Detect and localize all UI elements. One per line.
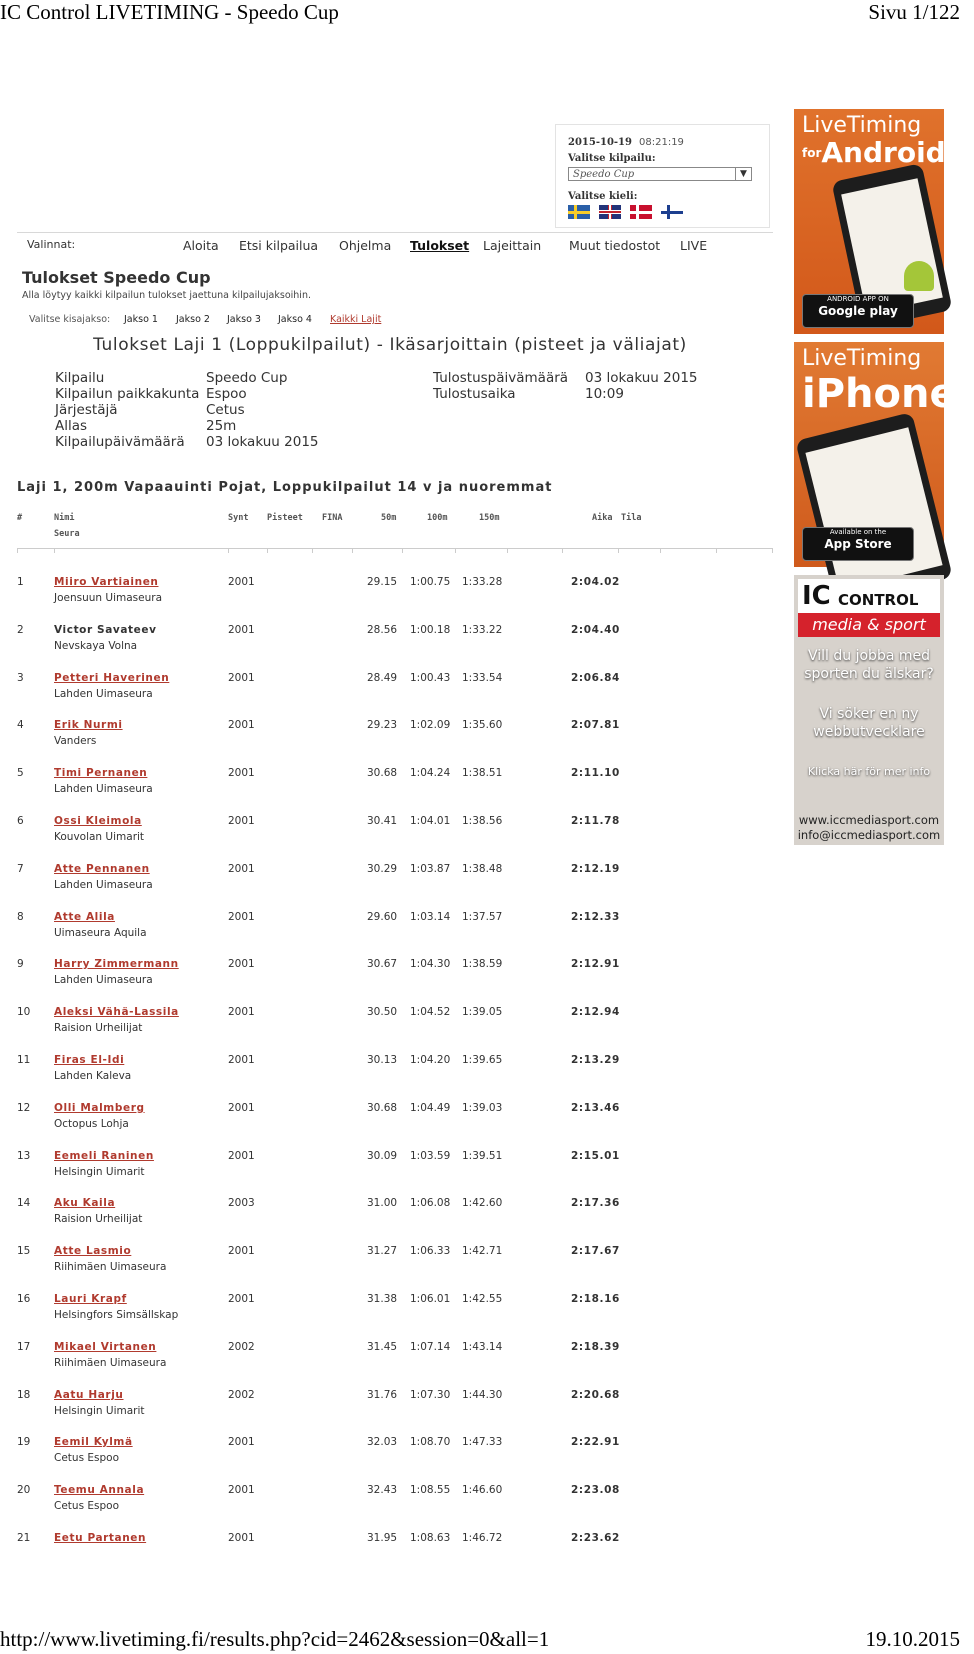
info-allas-label: Allas <box>55 418 88 434</box>
ad-livetiming-iphone[interactable] <box>794 342 957 567</box>
split-50m: 30.09 <box>367 1150 398 1162</box>
athlete-club: Joensuun Uimaseura <box>54 592 163 604</box>
google-play-badge[interactable] <box>802 294 914 328</box>
athlete-club: Lahden Uimaseura <box>54 688 153 700</box>
split-100m: 1:06.33 <box>410 1245 451 1257</box>
google-play-badge-label: Google play <box>818 304 898 318</box>
header-rule-tick <box>267 548 268 553</box>
split-150m: 1:42.71 <box>462 1245 503 1257</box>
final-time: 2:13.46 <box>571 1102 620 1114</box>
icc-website[interactable]: www.iccmediasport.com <box>798 813 940 827</box>
result-place: 19 <box>17 1436 31 1448</box>
table-row <box>0 1102 780 1148</box>
birth-year: 2001 <box>228 624 255 636</box>
result-place: 11 <box>17 1054 31 1066</box>
ad-icc-media-sport[interactable] <box>794 575 944 845</box>
split-50m: 30.68 <box>367 1102 398 1114</box>
split-150m: 1:43.14 <box>462 1341 503 1353</box>
table-row <box>0 576 780 622</box>
split-50m: 29.15 <box>367 576 398 588</box>
split-50m: 32.03 <box>367 1436 398 1448</box>
split-100m: 1:00.43 <box>410 672 451 684</box>
table-row <box>0 1484 780 1530</box>
split-50m: 30.13 <box>367 1054 398 1066</box>
split-50m: 31.00 <box>367 1197 398 1209</box>
split-150m: 1:39.03 <box>462 1102 503 1114</box>
athlete-club: Riihimäen Uimaseura <box>54 1261 167 1273</box>
col-year: Synt <box>228 513 249 523</box>
table-row <box>0 719 780 765</box>
birth-year: 2002 <box>228 1341 255 1353</box>
table-row <box>0 1245 780 1291</box>
result-place: 3 <box>17 672 24 684</box>
split-50m: 30.29 <box>367 863 398 875</box>
birth-year: 2001 <box>228 1484 255 1496</box>
ad-livetiming-android[interactable] <box>794 109 974 334</box>
period-label: Valitse kisajakso: <box>29 314 111 325</box>
athlete-name-link[interactable]: Mikael Virtanen <box>54 1341 157 1353</box>
birth-year: 2001 <box>228 1006 255 1018</box>
birth-year: 2001 <box>228 767 255 779</box>
info-allas-value: 25m <box>206 418 237 434</box>
split-50m: 30.67 <box>367 958 398 970</box>
split-150m: 1:38.56 <box>462 815 503 827</box>
final-time: 2:04.40 <box>571 624 620 636</box>
info-tulostusaika-value: 10:09 <box>585 386 624 402</box>
col-points: Pisteet <box>267 513 303 523</box>
split-100m: 1:03.59 <box>410 1150 451 1162</box>
table-row <box>0 1436 780 1482</box>
icc-band: media & sport <box>798 613 940 637</box>
print-footer-url: http://www.livetiming.fi/results.php?cid=2462&session=0&all=1 <box>0 1627 550 1651</box>
table-row <box>0 767 780 813</box>
nav-label: Valinnat: <box>27 238 76 251</box>
table-row <box>0 1006 780 1052</box>
col-100m: 100m <box>427 513 448 523</box>
split-150m: 1:38.59 <box>462 958 503 970</box>
language-select-label: Valitse kieli: <box>568 191 638 202</box>
google-play-badge-top: ANDROID APP ON <box>827 295 889 303</box>
split-150m: 1:46.72 <box>462 1532 503 1544</box>
ad-android-subtitle <box>802 137 974 169</box>
result-place: 2 <box>17 624 24 636</box>
split-150m: 1:42.60 <box>462 1197 503 1209</box>
split-150m: 1:42.55 <box>462 1293 503 1305</box>
split-150m: 1:47.33 <box>462 1436 503 1448</box>
table-row <box>0 672 780 718</box>
table-row <box>0 1150 780 1196</box>
athlete-name-link[interactable]: Olli Malmberg <box>54 1102 145 1114</box>
ad-android-for: for <box>802 146 822 160</box>
athlete-name-link[interactable]: Lauri Krapf <box>54 1293 127 1305</box>
split-100m: 1:08.70 <box>410 1436 451 1448</box>
icc-logo <box>798 579 940 613</box>
birth-year: 2001 <box>228 863 255 875</box>
athlete-name-link[interactable]: Atte Lasmio <box>54 1245 132 1257</box>
final-time: 2:12.94 <box>571 1006 620 1018</box>
info-paikkakunta-label: Kilpailun paikkakunta <box>55 386 200 402</box>
athlete-club: Lahden Uimaseura <box>54 783 153 795</box>
athlete-club: Raision Urheilijat <box>54 1213 143 1225</box>
athlete-name-link[interactable]: Timi Pernanen <box>54 767 148 779</box>
header-rule-tick <box>352 548 353 553</box>
period-jakso-2[interactable]: Jakso 2 <box>176 314 210 325</box>
nav-item-ohjelma[interactable]: Ohjelma <box>339 238 392 253</box>
split-100m: 1:04.52 <box>410 1006 451 1018</box>
col-150m: 150m <box>479 513 500 523</box>
birth-year: 2001 <box>228 1532 255 1544</box>
athlete-name-link[interactable]: Eemeli Raninen <box>54 1150 154 1162</box>
nav-item-aloita[interactable]: Aloita <box>183 238 219 253</box>
split-100m: 1:06.01 <box>410 1293 451 1305</box>
athlete-name-link[interactable]: Teemu Annala <box>54 1484 145 1496</box>
athlete-name-link[interactable]: Atte Alila <box>54 911 115 923</box>
final-time: 2:17.36 <box>571 1197 620 1209</box>
split-50m: 28.49 <box>367 672 398 684</box>
competition-select[interactable] <box>568 167 752 181</box>
split-100m: 1:00.75 <box>410 576 451 588</box>
header-rule-tick <box>772 548 773 553</box>
table-row <box>0 1389 780 1435</box>
split-100m: 1:06.08 <box>410 1197 451 1209</box>
final-time: 2:23.08 <box>571 1484 620 1496</box>
result-place: 15 <box>17 1245 31 1257</box>
split-100m: 1:04.01 <box>410 815 451 827</box>
split-150m: 1:38.48 <box>462 863 503 875</box>
split-50m: 29.60 <box>367 911 398 923</box>
athlete-club: Helsingfors Simsällskap <box>54 1309 179 1321</box>
split-50m: 31.38 <box>367 1293 398 1305</box>
athlete-name-link[interactable]: Aku Kaila <box>54 1197 116 1209</box>
page-title: Tulokset Speedo Cup <box>22 268 211 287</box>
split-50m: 31.76 <box>367 1389 398 1401</box>
split-150m: 1:33.22 <box>462 624 503 636</box>
final-time: 2:07.81 <box>571 719 620 731</box>
result-place: 8 <box>17 911 24 923</box>
print-footer-date: 19.10.2015 <box>865 1627 960 1651</box>
split-50m: 31.45 <box>367 1341 398 1353</box>
table-row <box>0 1341 780 1387</box>
final-time: 2:23.62 <box>571 1532 620 1544</box>
android-robot-icon <box>904 261 934 291</box>
table-row <box>0 1293 780 1339</box>
result-place: 20 <box>17 1484 31 1496</box>
print-header <box>0 0 960 24</box>
period-kaikki-lajit[interactable]: Kaikki Lajit <box>330 314 382 325</box>
athlete-club: Lahden Uimaseura <box>54 974 153 986</box>
table-row <box>0 815 780 861</box>
nav-divider <box>17 232 773 233</box>
header-rule-tick <box>228 548 229 553</box>
result-place: 18 <box>17 1389 31 1401</box>
col-fina: FINA <box>322 513 343 523</box>
birth-year: 2001 <box>228 1436 255 1448</box>
athlete-name-link[interactable]: Aleksi Vähä-Lassila <box>54 1006 179 1018</box>
birth-year: 2001 <box>228 1054 255 1066</box>
competition-selector-panel <box>555 124 770 228</box>
birth-year: 2001 <box>228 1293 255 1305</box>
athlete-club: Cetus Espoo <box>54 1452 119 1464</box>
header-rule-tick <box>716 548 717 553</box>
athlete-club: Lahden Kaleva <box>54 1070 132 1082</box>
table-row <box>0 958 780 1004</box>
info-kilpailu-label: Kilpailu <box>55 370 105 386</box>
competition-select-value: Speedo Cup <box>573 169 635 180</box>
header-rule-tick <box>402 548 403 553</box>
split-100m: 1:07.14 <box>410 1341 451 1353</box>
final-time: 2:22.91 <box>571 1436 620 1448</box>
athlete-name-link[interactable]: Petteri Haverinen <box>54 672 170 684</box>
split-150m: 1:37.57 <box>462 911 503 923</box>
table-row <box>0 1197 780 1243</box>
header-rule-tick <box>507 548 508 553</box>
split-50m: 31.95 <box>367 1532 398 1544</box>
icc-email[interactable]: info@iccmediasport.com <box>797 828 941 842</box>
split-100m: 1:08.55 <box>410 1484 451 1496</box>
current-time: 08:21:19 <box>639 137 684 148</box>
athlete-name-link[interactable]: Miiro Vartiainen <box>54 576 159 588</box>
header-rule-tick <box>312 548 313 553</box>
result-place: 13 <box>17 1150 31 1162</box>
print-header-title: IC Control LIVETIMING - Speedo Cup <box>0 0 339 24</box>
ad-android-title: LiveTiming <box>802 113 922 138</box>
col-name: Nimi <box>54 513 75 523</box>
split-50m: 30.68 <box>367 767 398 779</box>
info-tulostusaika-label: Tulostusaika <box>433 386 516 402</box>
result-place: 10 <box>17 1006 31 1018</box>
ad-iphone-title: LiveTiming <box>802 346 922 371</box>
col-time: Aika <box>592 513 613 523</box>
col-num: # <box>17 513 23 523</box>
split-150m: 1:33.54 <box>462 672 503 684</box>
flag-finnish-icon[interactable] <box>661 205 683 219</box>
table-row <box>0 624 780 670</box>
flag-swedish-icon[interactable] <box>568 205 590 219</box>
birth-year: 2001 <box>228 672 255 684</box>
split-50m: 30.41 <box>367 815 398 827</box>
icc-message-3[interactable]: Klicka här för mer info <box>807 765 931 778</box>
final-time: 2:13.29 <box>571 1054 620 1066</box>
final-time: 2:20.68 <box>571 1389 620 1401</box>
ad-android-platform: Android™ <box>821 136 974 169</box>
table-row <box>0 1054 780 1100</box>
split-100m: 1:04.20 <box>410 1054 451 1066</box>
nav-item-muut-tiedostot[interactable]: Muut tiedostot <box>569 238 661 253</box>
header-rule-tick <box>660 548 661 553</box>
period-jakso-4[interactable]: Jakso 4 <box>278 314 312 325</box>
info-kilpailu-value: Speedo Cup <box>206 370 288 386</box>
split-150m: 1:35.60 <box>462 719 503 731</box>
athlete-name-link[interactable]: Atte Pennanen <box>54 863 150 875</box>
split-150m: 1:33.28 <box>462 576 503 588</box>
info-paikkakunta-value: Espoo <box>206 386 247 402</box>
info-kilpailupvm-value: 03 lokakuu 2015 <box>206 434 319 450</box>
athlete-name-link[interactable]: Harry Zimmermann <box>54 958 179 970</box>
chevron-down-icon[interactable]: ▼ <box>735 168 751 180</box>
final-time: 2:15.01 <box>571 1150 620 1162</box>
result-place: 1 <box>17 576 24 588</box>
split-100m: 1:03.87 <box>410 863 451 875</box>
table-row <box>0 1532 780 1578</box>
results-heading: Tulokset Laji 1 (Loppukilpailut) - Ikäsarjoittain (pisteet ja väliajat) <box>93 335 687 355</box>
athlete-club: Vanders <box>54 735 97 747</box>
split-150m: 1:39.05 <box>462 1006 503 1018</box>
split-50m: 31.27 <box>367 1245 398 1257</box>
header-rule-tick <box>562 548 563 553</box>
print-footer <box>0 1627 960 1651</box>
icc-message-2: Vi söker en ny webbutvecklare <box>813 706 925 740</box>
athlete-club: Uimaseura Aquila <box>54 927 147 939</box>
nav-item-etsi-kilpailua[interactable]: Etsi kilpailua <box>239 238 319 253</box>
result-place: 4 <box>17 719 24 731</box>
birth-year: 2001 <box>228 719 255 731</box>
birth-year: 2003 <box>228 1197 255 1209</box>
split-150m: 1:39.51 <box>462 1150 503 1162</box>
nav-item-tulokset[interactable]: Tulokset <box>410 238 470 253</box>
split-150m: 1:46.60 <box>462 1484 503 1496</box>
result-place: 17 <box>17 1341 31 1353</box>
header-rule-tick <box>17 548 18 553</box>
split-100m: 1:07.30 <box>410 1389 451 1401</box>
info-tulostuspvm-label: Tulostuspäivämäärä <box>433 370 569 386</box>
athlete-club: Helsingin Uimarit <box>54 1405 145 1417</box>
app-store-badge-label: App Store <box>824 537 892 551</box>
info-jarjestaja-label: Järjestäjä <box>55 402 118 418</box>
final-time: 2:12.19 <box>571 863 620 875</box>
result-place: 14 <box>17 1197 31 1209</box>
athlete-club: Lahden Uimaseura <box>54 879 153 891</box>
split-100m: 1:03.14 <box>410 911 451 923</box>
icc-logo-ic: IC <box>802 581 831 611</box>
table-row <box>0 863 780 909</box>
athlete-club: Nevskaya Volna <box>54 640 138 652</box>
nav-item-live[interactable]: LIVE <box>680 238 708 253</box>
period-jakso-1[interactable]: Jakso 1 <box>124 314 158 325</box>
result-place: 16 <box>17 1293 31 1305</box>
split-150m: 1:39.65 <box>462 1054 503 1066</box>
result-place: 9 <box>17 958 24 970</box>
birth-year: 2002 <box>228 1389 255 1401</box>
split-100m: 1:04.30 <box>410 958 451 970</box>
info-jarjestaja-value: Cetus <box>206 402 245 418</box>
final-time: 2:18.16 <box>571 1293 620 1305</box>
icc-message-1: Vill du jobba med sporten du älskar? <box>804 648 934 682</box>
final-time: 2:12.33 <box>571 911 620 923</box>
flag-danish-icon[interactable] <box>630 205 652 219</box>
info-kilpailupvm-label: Kilpailupäivämäärä <box>55 434 185 450</box>
athlete-name-link[interactable]: Erik Nurmi <box>54 719 123 731</box>
birth-year: 2001 <box>228 958 255 970</box>
athlete-club: Helsingin Uimarit <box>54 1166 145 1178</box>
result-place: 21 <box>17 1532 31 1544</box>
split-50m: 30.50 <box>367 1006 398 1018</box>
table-row <box>0 911 780 957</box>
info-tulostuspvm-value: 03 lokakuu 2015 <box>585 370 698 386</box>
birth-year: 2001 <box>228 576 255 588</box>
birth-year: 2001 <box>228 1102 255 1114</box>
final-time: 2:18.39 <box>571 1341 620 1353</box>
final-time: 2:12.91 <box>571 958 620 970</box>
athlete-name-link[interactable]: Aatu Harju <box>54 1389 124 1401</box>
ad-iphone-platform: iPhone <box>802 371 957 417</box>
split-100m: 1:00.18 <box>410 624 451 636</box>
birth-year: 2001 <box>228 911 255 923</box>
col-club: Seura <box>54 529 80 539</box>
result-place: 12 <box>17 1102 31 1114</box>
split-50m: 32.43 <box>367 1484 398 1496</box>
competition-select-label: Valitse kilpailu: <box>568 153 656 164</box>
result-place: 6 <box>17 815 24 827</box>
result-place: 7 <box>17 863 24 875</box>
nav-item-lajeittain[interactable]: Lajeittain <box>483 238 542 253</box>
app-store-badge-top: Available on the <box>829 528 887 536</box>
final-time: 2:06.84 <box>571 672 620 684</box>
final-time: 2:17.67 <box>571 1245 620 1257</box>
result-place: 5 <box>17 767 24 779</box>
split-50m: 29.23 <box>367 719 398 731</box>
athlete-name-link[interactable]: Eetu Partanen <box>54 1532 147 1544</box>
athlete-name: Victor Savateev <box>54 624 157 636</box>
athlete-club: Kouvolan Uimarit <box>54 831 145 843</box>
split-150m: 1:38.51 <box>462 767 503 779</box>
period-jakso-3[interactable]: Jakso 3 <box>227 314 261 325</box>
final-time: 2:04.02 <box>571 576 620 588</box>
birth-year: 2001 <box>228 815 255 827</box>
athlete-club: Riihimäen Uimaseura <box>54 1357 167 1369</box>
print-header-page: Sivu 1/122 <box>868 0 960 24</box>
event-title: Laji 1, 200m Vapaauinti Pojat, Loppukilpailut 14 v ja nuoremmat <box>17 480 553 495</box>
col-50m: 50m <box>381 513 397 523</box>
col-status: Tila <box>621 513 642 523</box>
main-nav <box>17 236 773 256</box>
header-rule-tick <box>54 548 55 553</box>
split-150m: 1:44.30 <box>462 1389 503 1401</box>
birth-year: 2001 <box>228 1245 255 1257</box>
split-100m: 1:04.24 <box>410 767 451 779</box>
header-rule-tick <box>455 548 456 553</box>
athlete-club: Octopus Lohja <box>54 1118 129 1130</box>
split-100m: 1:08.63 <box>410 1532 451 1544</box>
split-100m: 1:04.49 <box>410 1102 451 1114</box>
current-date: 2015-10-19 <box>568 137 632 148</box>
final-time: 2:11.10 <box>571 767 620 779</box>
athlete-club: Cetus Espoo <box>54 1500 119 1512</box>
birth-year: 2001 <box>228 1150 255 1162</box>
athlete-name-link[interactable]: Eemil Kylmä <box>54 1436 133 1448</box>
final-time: 2:11.78 <box>571 815 620 827</box>
page-intro: Alla löytyy kaikki kilpailun tulokset jaettuna kilpailujaksoihin. <box>22 290 311 301</box>
split-50m: 28.56 <box>367 624 398 636</box>
athlete-club: Raision Urheilijat <box>54 1022 143 1034</box>
flag-english-icon[interactable] <box>599 205 621 219</box>
split-100m: 1:02.09 <box>410 719 451 731</box>
app-store-badge[interactable] <box>802 527 914 561</box>
header-rule-tick <box>618 548 619 553</box>
athlete-name-link[interactable]: Ossi Kleimola <box>54 815 142 827</box>
athlete-name-link[interactable]: Firas El-Idi <box>54 1054 125 1066</box>
icc-logo-control: CONTROL <box>838 591 919 609</box>
